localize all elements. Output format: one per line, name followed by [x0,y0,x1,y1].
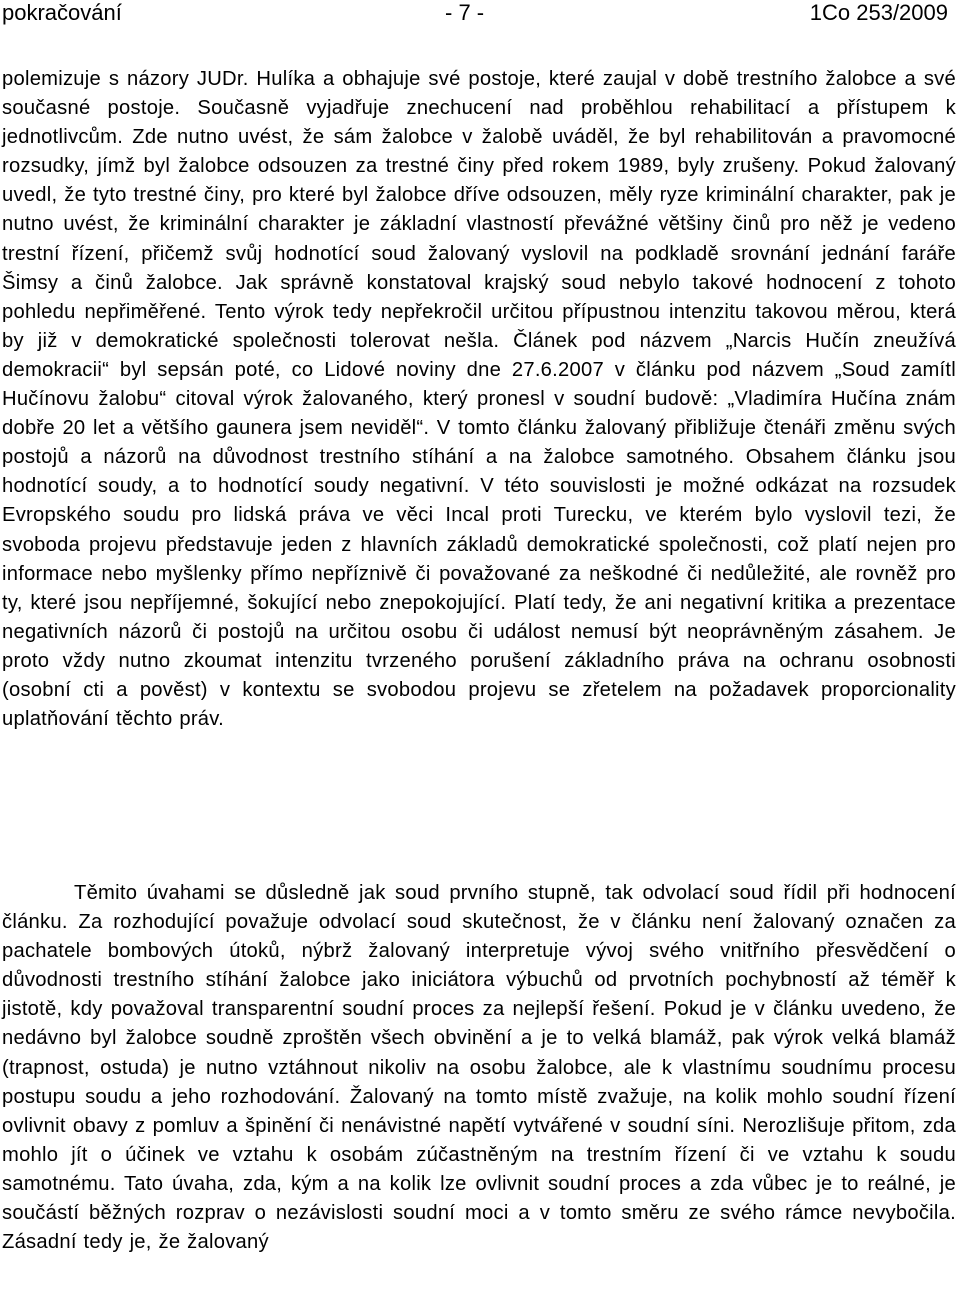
body-paragraph: polemizuje s názory JUDr. Hulíka a obhajuje své postoje, které zaujal v době trestního žalobce a své současné postoje. Současně vyjadřuje znechucení nad proběhlou rehabilitací a přístupem k jednotlivcům. Zde nutno uvést, že sám žalobce v žalobě uváděl, že byl rehabilitován a pravomocné rozsudky, jímž byl žalobce odsouzen za trestné činy před rokem 1989, byly zrušeny. Pokud žalovaný uvedl, že tyto trestné činy, pro které byl žalobce dříve odsouzen, měly ryze kriminální charakter, pak je nutno uvést, že kriminální charakter je základní vlastností převážné většiny činů pro něž je vedeno trestní řízení, přičemž svůj hodnotící soud žalovaný vyslovil na podkladě srovnání jednání faráře Šimsy a činů žalobce. Jak správně konstatoval krajský soud nebylo takové hodnocení z tohoto pohledu nepřiměřené. Tento výrok tedy nepřekročil určitou přípustnou intenzitu takovou měrou, která by již v demokratické společnosti tolerovat nešla. Článek pod názvem „Narcis Hučín zneužívá demokracii“ byl sepsán poté, co Lidové noviny dne 27.6.2007 v článku pod názvem „Soud zamítl Hučínovu žalobu“ citoval výrok žalovaného, který pronesl v soudní budově: „Vladimíra Hučína znám dobře 20 let a většího gaunera jsem neviděl“. V tomto článku žalovaný přibližuje čtenáři změnu svých postojů a názorů na důvodnost trestního stíhání a na žalobce samotného. Obsahem článku jsou hodnotící soudy, a to hodnotící soudy negativní. V této souvislosti je možné odkázat na rozsudek Evropského soudu pro lidská práva ve věci Incal proti Turecku, ve kterém bylo vyslovil tezi, že svoboda projevu představuje jeden z hlavních základů demokratické společnosti, což platí nejen pro informace nebo myšlenky přímo nepříznivě či považované za neškodné či nedůležité, ale rovněž pro ty, které jsou nepříjemné, šokující nebo znepokojující. Platí tedy, že ani negativní kritika a prezentace negativních názorů či postojů na určitou osobu či událost nemusí být neoprávněným zásahem. Je proto vždy nutno zkoumat intenzitu tvrzeného porušení základního práva na ochranu osobnosti (osobní cti a pověst) v kontextu se svobodou projevu se zřetelem na požadavek proporcionality uplatňování těchto práv. [2,68,956,731]
body-paragraph: Těmito úvahami se důsledně jak soud prvního stupně, tak odvolací soud řídil při hodnocení článku. Za rozhodující považuje odvolací soud skutečnost, že v článku není žalovaný označen za pachatele bombových útoků, nýbrž žalovaný interpretuje vývoj svého vnitřního přesvědčení o důvodnosti trestního stíhání žalobce jako iniciátora výbuchů od prvotních pochybností až téměř k jistotě, kdy považoval transparentní soudní proces za nejlepší řešení. Pokud je v článku uvedeno, že nedávno byl žalobce soudně zproštěn všech obvinění a je to velká blamáž, pak výrok velká blamáž (trapnost, ostuda) je nutno vztáhnout nikoliv na osobu žalobce, ale k vlastnímu soudnímu procesu postupu soudu a jeho rozhodování. Žalovaný na tomto místě zvažuje, na kolik mohlo soudní řízení ovlivnit obavy z pomluv a špinění či nenávistné napětí vytvářené v soudní síni. Nerozlišuje přitom, zda mohlo jít o účinek ve vztahu k osobám zúčastněným na trestním řízení či ve vztahu k soudu samotnému. Tato úvaha, zda, kým a na kolik lze ovlivnit soudní proces a zda vůbec je to reálné, je součástí běžných rozprav o nezávislosti soudní moci a v tomto směru ze svého rámce nevybočila. Zásadní tedy je, že žalovaný [2,882,956,1254]
page-number: - 7 - [445,0,485,25]
page-header [0,0,960,26]
header-continuation-label: pokračování [2,0,122,25]
case-number: 1Co 253/2009 [809,0,948,25]
